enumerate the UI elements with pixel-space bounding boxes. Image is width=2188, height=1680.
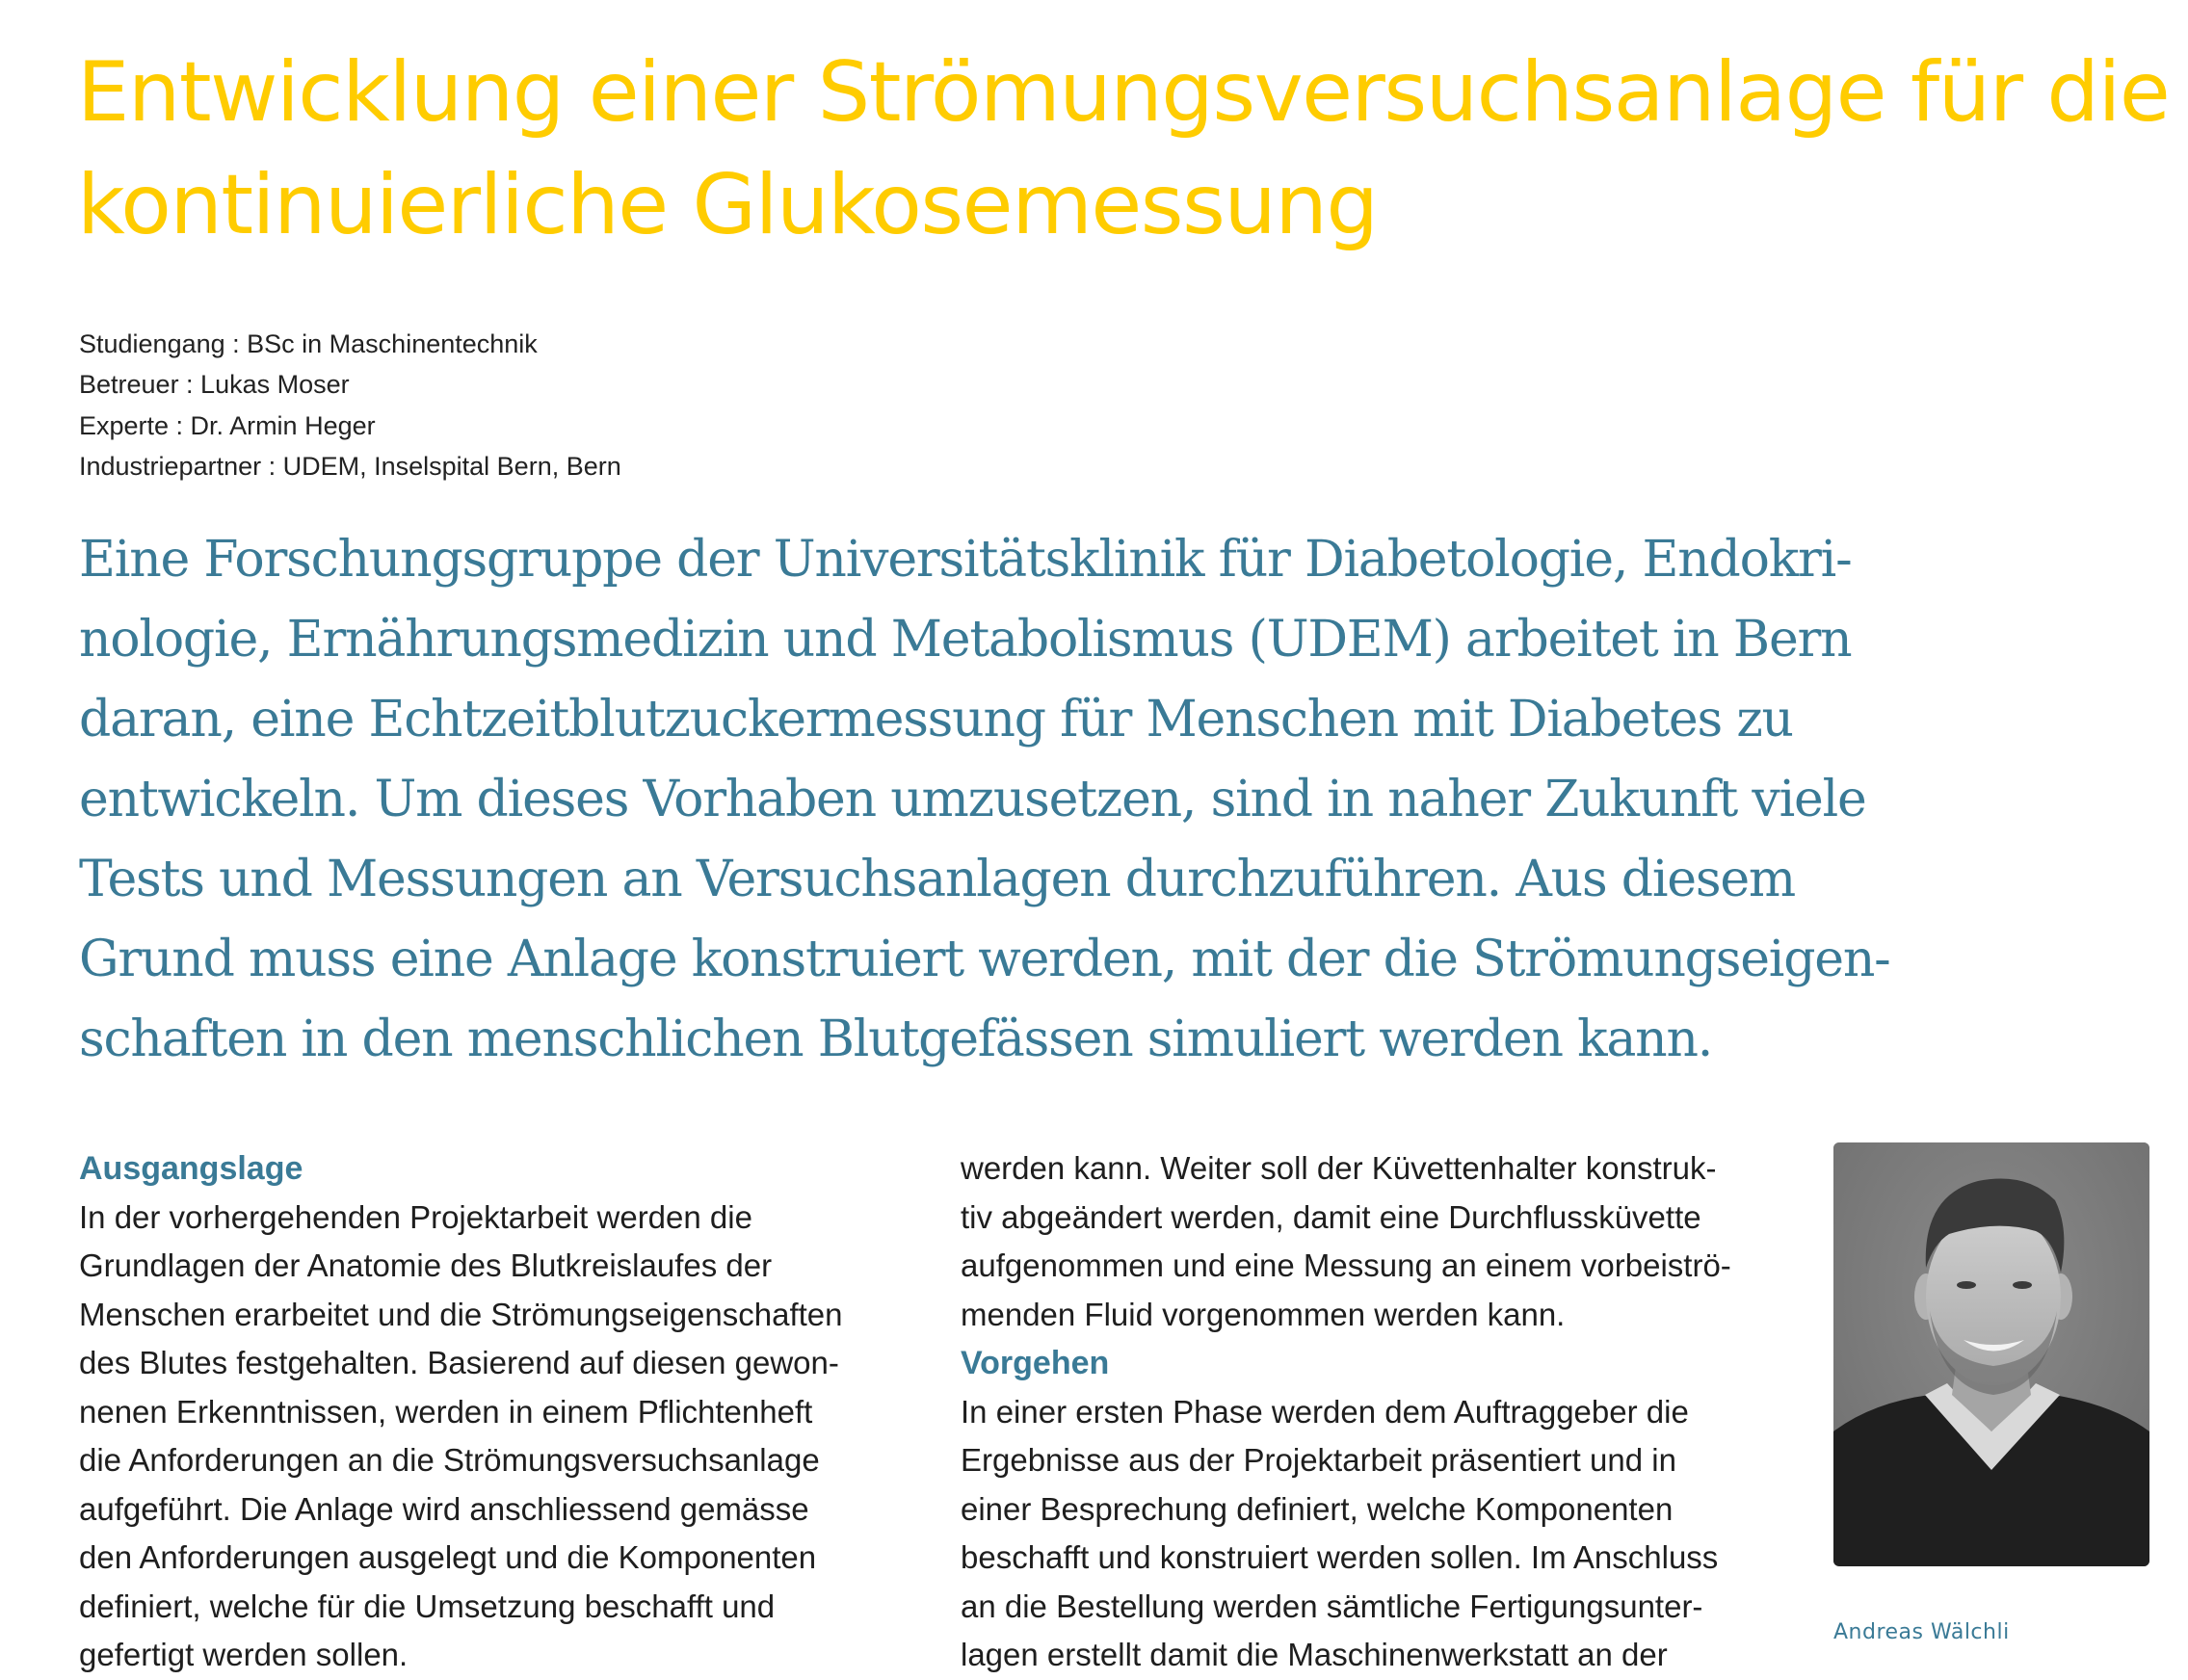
study-program: Studiengang : BSc in Maschinentechnik [79, 329, 538, 358]
title-line: kontinuierliche Glukosemessung [77, 157, 1378, 253]
body-line: lagen erstellt damit die Maschinenwerkstatt an der [961, 1637, 1668, 1672]
lead-line: Grund muss eine Anlage konstruiert werden, mit der die Strömungseigen- [79, 931, 1890, 988]
author-photo [1833, 1142, 2149, 1566]
body-line: In der vorhergehenden Projektarbeit werden die [79, 1198, 752, 1235]
body-line: Grundlagen der Anatomie des Blutkreislaufes der [79, 1247, 773, 1283]
lead-line: daran, eine Echtzeitblutzuckermessung für Menschen mit Diabetes zu [79, 691, 1793, 748]
lead-line: schaften in den menschlichen Blutgefässen simuliert werden kann. [79, 1011, 1713, 1068]
section-heading-vorgehen: Vorgehen [961, 1345, 1110, 1381]
portrait-image [1833, 1142, 2149, 1566]
industry-partner: Industriepartner : UDEM, Inselspital Bern, Bern [79, 451, 621, 481]
section-heading-ausgangslage: Ausgangslage [79, 1150, 303, 1187]
title-line: Entwicklung einer Strömungsversuchsanlage für die [77, 44, 2170, 141]
body-line: menden Fluid vorgenommen werden kann. [961, 1296, 1566, 1332]
body-column-1 [79, 1144, 927, 1680]
lead-line: entwickeln. Um dieses Vorhaben umzusetzen, sind in naher Zukunft viele [79, 771, 1866, 828]
body-line: definiert, welche für die Umsetzung beschafft und [79, 1588, 776, 1624]
body-line: nenen Erkenntnissen, werden in einem Pflichtenheft [79, 1393, 813, 1430]
body-line: an die Bestellung werden sämtliche Fertigungsunter- [961, 1588, 1703, 1624]
supervisor: Betreuer : Lukas Moser [79, 370, 350, 400]
body-line: gefertigt werden sollen. [79, 1637, 409, 1672]
body-line: des Blutes festgehalten. Basierend auf diesen gewon- [79, 1345, 839, 1380]
body-line: den Anforderungen ausgelegt und die Komponenten [79, 1539, 817, 1575]
expert: Experte : Dr. Armin Heger [79, 410, 376, 440]
body-line: tiv abgeändert werden, damit eine Durchflussküvette [961, 1198, 1701, 1235]
body-line: In einer ersten Phase werden dem Auftraggeber die [961, 1393, 1689, 1430]
lead-line: Eine Forschungsgruppe der Universitätsklinik für Diabetologie, Endokri- [79, 531, 1852, 589]
project-metadata [79, 324, 621, 486]
body-line: aufgeführt. Die Anlage wird anschliessend gemässe [79, 1490, 809, 1527]
body-line: werden kann. Weiter soll der Küvettenhalter konstruk- [961, 1150, 1717, 1186]
lead-line: nologie, Ernährungsmedizin und Metabolismus (UDEM) arbeitet in Bern [79, 611, 1852, 669]
body-line: beschafft und konstruiert werden sollen. Im Anschluss [961, 1539, 1719, 1575]
lead-paragraph [79, 520, 2141, 1080]
body-line: Ergebnisse aus der Projektarbeit präsentiert und in [961, 1442, 1676, 1478]
body-line: Menschen erarbeitet und die Strömungseigenschaften [79, 1296, 843, 1332]
body-line: einer Besprechung definiert, welche Komponenten [961, 1490, 1674, 1527]
body-line: aufgenommen und eine Messung an einem vorbeiströ- [961, 1247, 1731, 1283]
page-title [77, 37, 2177, 262]
body-column-2 [961, 1144, 1808, 1680]
body-line: die Anforderungen an die Strömungsversuchsanlage [79, 1442, 820, 1478]
lead-line: Tests und Messungen an Versuchsanlagen durchzuführen. Aus diesem [79, 851, 1796, 908]
photo-caption: Andreas Wälchli [1833, 1620, 2010, 1644]
